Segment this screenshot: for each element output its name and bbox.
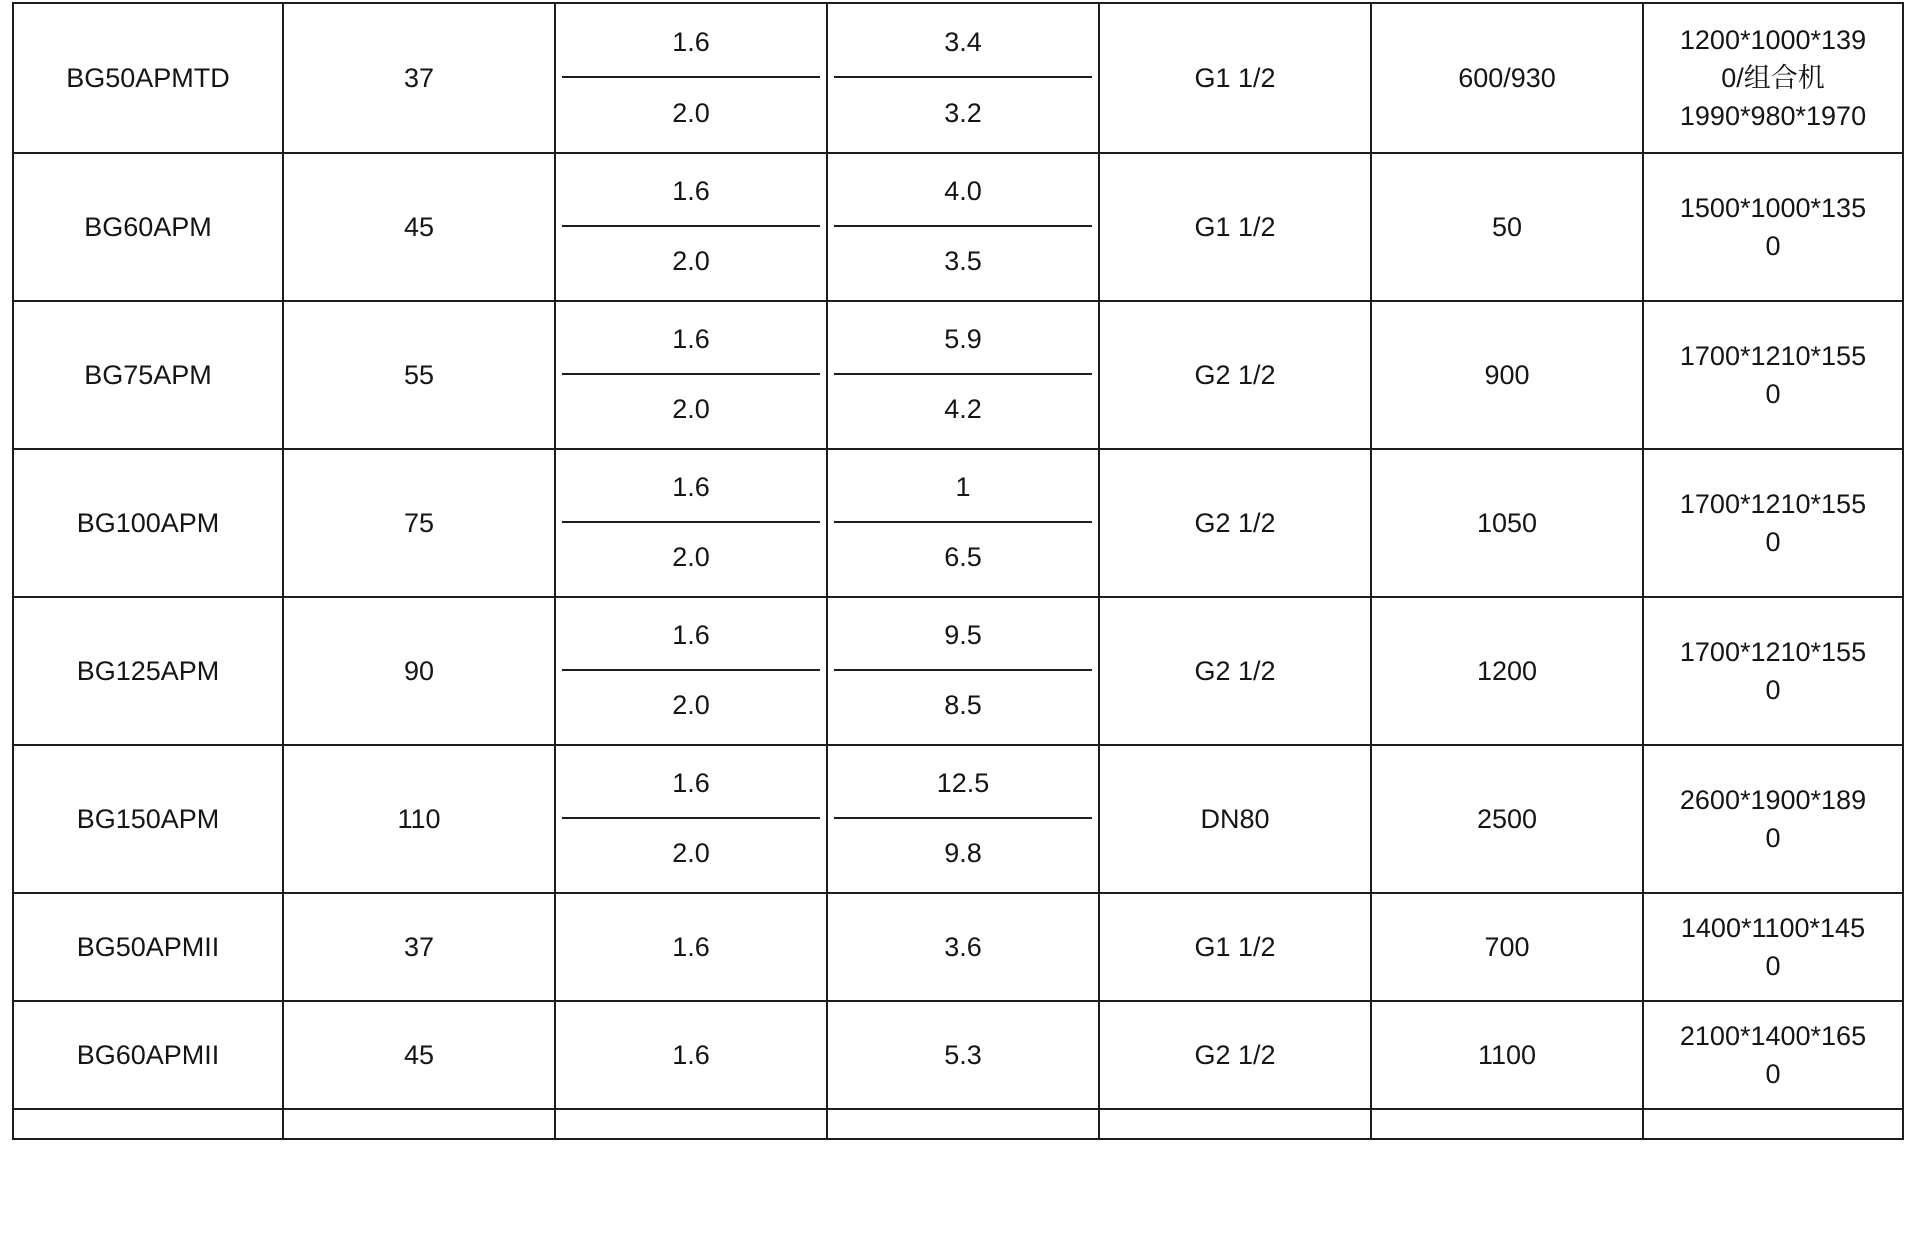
- cell-flow: 3.6: [827, 893, 1099, 1001]
- cell-pressure-bottom: 2.0: [672, 97, 710, 128]
- cell-power: [283, 1109, 555, 1139]
- cell-weight: 600/930: [1371, 3, 1643, 153]
- cell-flow-top: 3.4: [834, 8, 1092, 78]
- cell-outlet: G1 1/2: [1099, 3, 1371, 153]
- cell-pressure-top: 1.6: [562, 306, 820, 375]
- cell-pressure-bottom: 2.0: [672, 690, 710, 721]
- cell-power: 45: [283, 1001, 555, 1109]
- cell-pressure-top: 1.6: [562, 750, 820, 819]
- cell-dimensions-line2: 0: [1765, 675, 1781, 705]
- cell-outlet: G2 1/2: [1099, 597, 1371, 745]
- cell-flow: [827, 301, 1099, 449]
- cell-pressure-bottom: 2.0: [672, 394, 710, 425]
- cell-dimensions: [1643, 893, 1903, 1001]
- cell-model: BG60APM: [13, 153, 283, 301]
- table-row-partial: [13, 1109, 1903, 1139]
- cell-dimensions-line2: 0: [1765, 231, 1781, 261]
- cell-outlet: DN80: [1099, 745, 1371, 893]
- cell-flow-bottom: 3.5: [944, 246, 982, 277]
- cell-pressure: 1.6: [555, 1001, 827, 1109]
- cell-dimensions-line2: 0: [1765, 823, 1781, 853]
- cell-flow-top: 1: [834, 454, 1092, 523]
- cell-dimensions: [1643, 3, 1903, 153]
- cell-flow-bottom: 9.8: [944, 838, 982, 869]
- cell-pressure: [555, 597, 827, 745]
- cell-outlet: [1099, 1109, 1371, 1139]
- cell-power: 90: [283, 597, 555, 745]
- cell-dimensions-line1: 2600*1900*189: [1679, 784, 1867, 815]
- cell-model: BG100APM: [13, 449, 283, 597]
- cell-dimensions-line1: 1700*1210*155: [1679, 340, 1867, 371]
- cell-dimensions-line2: 0: [1765, 951, 1781, 981]
- cell-pressure: [555, 449, 827, 597]
- cell-dimensions-line1: 1700*1210*155: [1679, 636, 1867, 667]
- cell-dimensions: [1643, 745, 1903, 893]
- cell-flow: [827, 745, 1099, 893]
- cell-weight: 700: [1371, 893, 1643, 1001]
- cell-flow: 5.3: [827, 1001, 1099, 1109]
- cell-outlet: G1 1/2: [1099, 153, 1371, 301]
- cell-power: 110: [283, 745, 555, 893]
- cell-flow-top: 5.9: [834, 306, 1092, 375]
- table-row: [13, 893, 1903, 1001]
- cell-flow-top: 9.5: [834, 602, 1092, 671]
- cell-weight: [1371, 1109, 1643, 1139]
- cell-power: 37: [283, 893, 555, 1001]
- cell-model: [13, 1109, 283, 1139]
- table-row: [13, 449, 1903, 597]
- cell-model: BG60APMII: [13, 1001, 283, 1109]
- cell-pressure-top: 1.6: [562, 602, 820, 671]
- cell-power: 75: [283, 449, 555, 597]
- cell-pressure: [555, 745, 827, 893]
- cell-dimensions-line1: 1400*1100*145: [1680, 912, 1866, 943]
- cell-flow-bottom: 4.2: [944, 394, 982, 425]
- cell-pressure-top: 1.6: [562, 454, 820, 523]
- cell-flow-bottom: 3.2: [944, 97, 982, 128]
- table-row: [13, 745, 1903, 893]
- cell-dimensions-line2: 0: [1765, 1059, 1781, 1089]
- cell-weight: 1100: [1371, 1001, 1643, 1109]
- cell-flow: [827, 1109, 1099, 1139]
- cell-dimensions-line2: 0: [1765, 379, 1781, 409]
- cell-model: BG50APMTD: [13, 3, 283, 153]
- cell-pressure-bottom: 2.0: [672, 246, 710, 277]
- cell-flow: [827, 597, 1099, 745]
- cell-flow-bottom: 6.5: [944, 542, 982, 573]
- cell-dimensions-line1: 1200*1000*139: [1679, 24, 1867, 55]
- cell-weight: 50: [1371, 153, 1643, 301]
- table-row: [13, 153, 1903, 301]
- cell-model: BG50APMII: [13, 893, 283, 1001]
- cell-pressure-bottom: 2.0: [672, 542, 710, 573]
- cell-model: BG150APM: [13, 745, 283, 893]
- cell-weight: 1200: [1371, 597, 1643, 745]
- cell-dimensions-line2: 0: [1765, 527, 1781, 557]
- cell-weight: 1050: [1371, 449, 1643, 597]
- cell-flow: [827, 449, 1099, 597]
- cell-dimensions: [1643, 1109, 1903, 1139]
- cell-dimensions-line1: 2100*1400*165: [1679, 1020, 1867, 1051]
- cell-dimensions: [1643, 597, 1903, 745]
- table-row: [13, 597, 1903, 745]
- cell-power: 55: [283, 301, 555, 449]
- table-row: [13, 1001, 1903, 1109]
- cell-pressure-top: 1.6: [562, 8, 820, 78]
- cell-dimensions-line2: 0/组合机: [1721, 62, 1825, 93]
- cell-dimensions: [1643, 449, 1903, 597]
- table-row: [13, 301, 1903, 449]
- cell-flow-bottom: 8.5: [944, 690, 982, 721]
- specification-table: [12, 2, 1904, 1140]
- cell-flow-top: 4.0: [834, 158, 1092, 227]
- cell-outlet: G2 1/2: [1099, 1001, 1371, 1109]
- cell-weight: 900: [1371, 301, 1643, 449]
- cell-pressure: [555, 153, 827, 301]
- cell-model: BG75APM: [13, 301, 283, 449]
- cell-pressure: [555, 301, 827, 449]
- cell-weight: 2500: [1371, 745, 1643, 893]
- cell-outlet: G1 1/2: [1099, 893, 1371, 1001]
- cell-power: 37: [283, 3, 555, 153]
- cell-outlet: G2 1/2: [1099, 301, 1371, 449]
- cell-dimensions: [1643, 1001, 1903, 1109]
- cell-flow: [827, 3, 1099, 153]
- cell-dimensions-line1: 1500*1000*135: [1679, 192, 1867, 223]
- cell-pressure: [555, 3, 827, 153]
- cell-dimensions-line3: 1990*980*1970: [1679, 101, 1867, 132]
- cell-model: BG125APM: [13, 597, 283, 745]
- cell-pressure-top: 1.6: [562, 158, 820, 227]
- cell-dimensions: [1643, 301, 1903, 449]
- cell-pressure: [555, 1109, 827, 1139]
- cell-power: 45: [283, 153, 555, 301]
- cell-pressure-bottom: 2.0: [672, 838, 710, 869]
- cell-outlet: G2 1/2: [1099, 449, 1371, 597]
- cell-flow-top: 12.5: [834, 750, 1092, 819]
- cell-pressure: 1.6: [555, 893, 827, 1001]
- cell-dimensions-line1: 1700*1210*155: [1679, 488, 1867, 519]
- document-page: [0, 2, 1920, 1234]
- cell-dimensions: [1643, 153, 1903, 301]
- table-row: [13, 3, 1903, 153]
- cell-flow: [827, 153, 1099, 301]
